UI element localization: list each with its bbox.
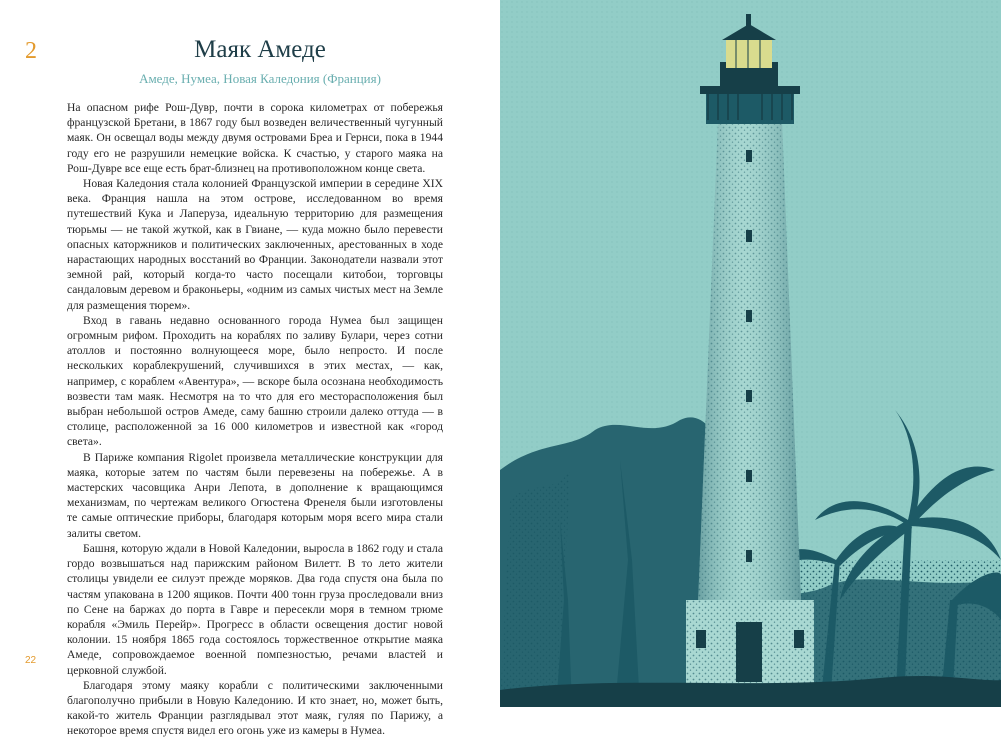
lighthouse-illustration (500, 0, 1001, 707)
paragraph: Благодаря этому маяку корабли с политическими заключенными благополучно прибыли в Новую Каледонию. И кто знает, но, может быть, какой-то житель Франции разглядывал этот маяк, гуляя по Парижу, а некоторое время спустя видел его огонь уже из камеры в Нумеа. (67, 678, 443, 738)
body-text (67, 100, 443, 739)
lighthouse-drawing (500, 0, 1001, 707)
chapter-number: 2 (25, 38, 37, 64)
paragraph: Вход в гавань недавно основанного города Нумеа был защищен огромным рифом. Проходить на кораблях по заливу Булари, через сотни атоллов и постоянно волнующееся море, было непросто. И после нескольких кораблекрушений, случившихся в этих местах, — как, например, с кораблем «Авентура», — вскоре была осознана необходимость возвести там маяк. Несмотря на то что для его месторасположения был выбран небольшой остров Амеде, саму башню строили далеко оттуда — в столице, расположенной за 16 000 километров и известной как «город света». (67, 313, 443, 449)
paragraph: В Париже компания Rigolet произвела металлические конструкции для маяка, которые затем по частям были перевезены на побережье. А в мастерских часовщика Анри Лепота, в дополнение к вращающимся механизмам, по чертежам великого Огюстена Френеля были изготовлены те самые оптические приборы, благодаря которым моря всего мира стали залиты светом. (67, 450, 443, 540)
paragraph: На опасном рифе Рош-Дувр, почти в сорока километрах от побережья французской Бретани, в 1867 году был возведен величественный чугунный маяк. Он освещал воды между двумя островами Бреа и Гернси, пока в 1944 году его не разрушили немецкие войска. К счастью, у старого маяка на Рош-Дувре все еще есть брат-близнец на противоположном конце света. (67, 101, 443, 175)
paragraph: Новая Каледония стала колонией Французской империи в середине XIX века. Франция нашла на этом острове, исследованном во время путешествий Кука и Лаперуза, идеальную территорию для размещения тюрьмы — не такой жуткой, как в Гвиане, — куда можно было перевести опасных каторжников и политических заключенных, арестованных в ходе нарастающих народных восстаний во Франции. Законодатели назвали этот земной рай, который когда-то часто посещали китобои, торговцы сандаловым деревом и браконьеры, «одним из самых чистых мест на Земле для размещения тюрем». (67, 177, 443, 312)
page-number: 22 (25, 655, 37, 666)
chapter-title: Маяк Амеде (194, 36, 326, 63)
text-page (0, 0, 500, 738)
paragraph: Башня, которую ждали в Новой Каледонии, выросла в 1862 году и стала гордо возвышаться над парижским районом Вилетт. В то лето жители столицы увидели ее силуэт прежде моряков. Два года спустя она была по частям упакована в 1200 ящиков. Почти 400 тонн груза проследовали вниз по Сене на баржах до порта в Гавре и пересекли моря в темном трюме корабля «Эмиль Перейр». Прогресс в области освещения достиг новой колонии. 15 ноября 1865 года состоялось торжественное открытие маяка Амеде, сопровождаемое военной помпезностью, речами властей и церковной службой. (67, 541, 443, 677)
chapter-subtitle: Амеде, Нумеа, Новая Каледония (Франция) (139, 71, 381, 86)
